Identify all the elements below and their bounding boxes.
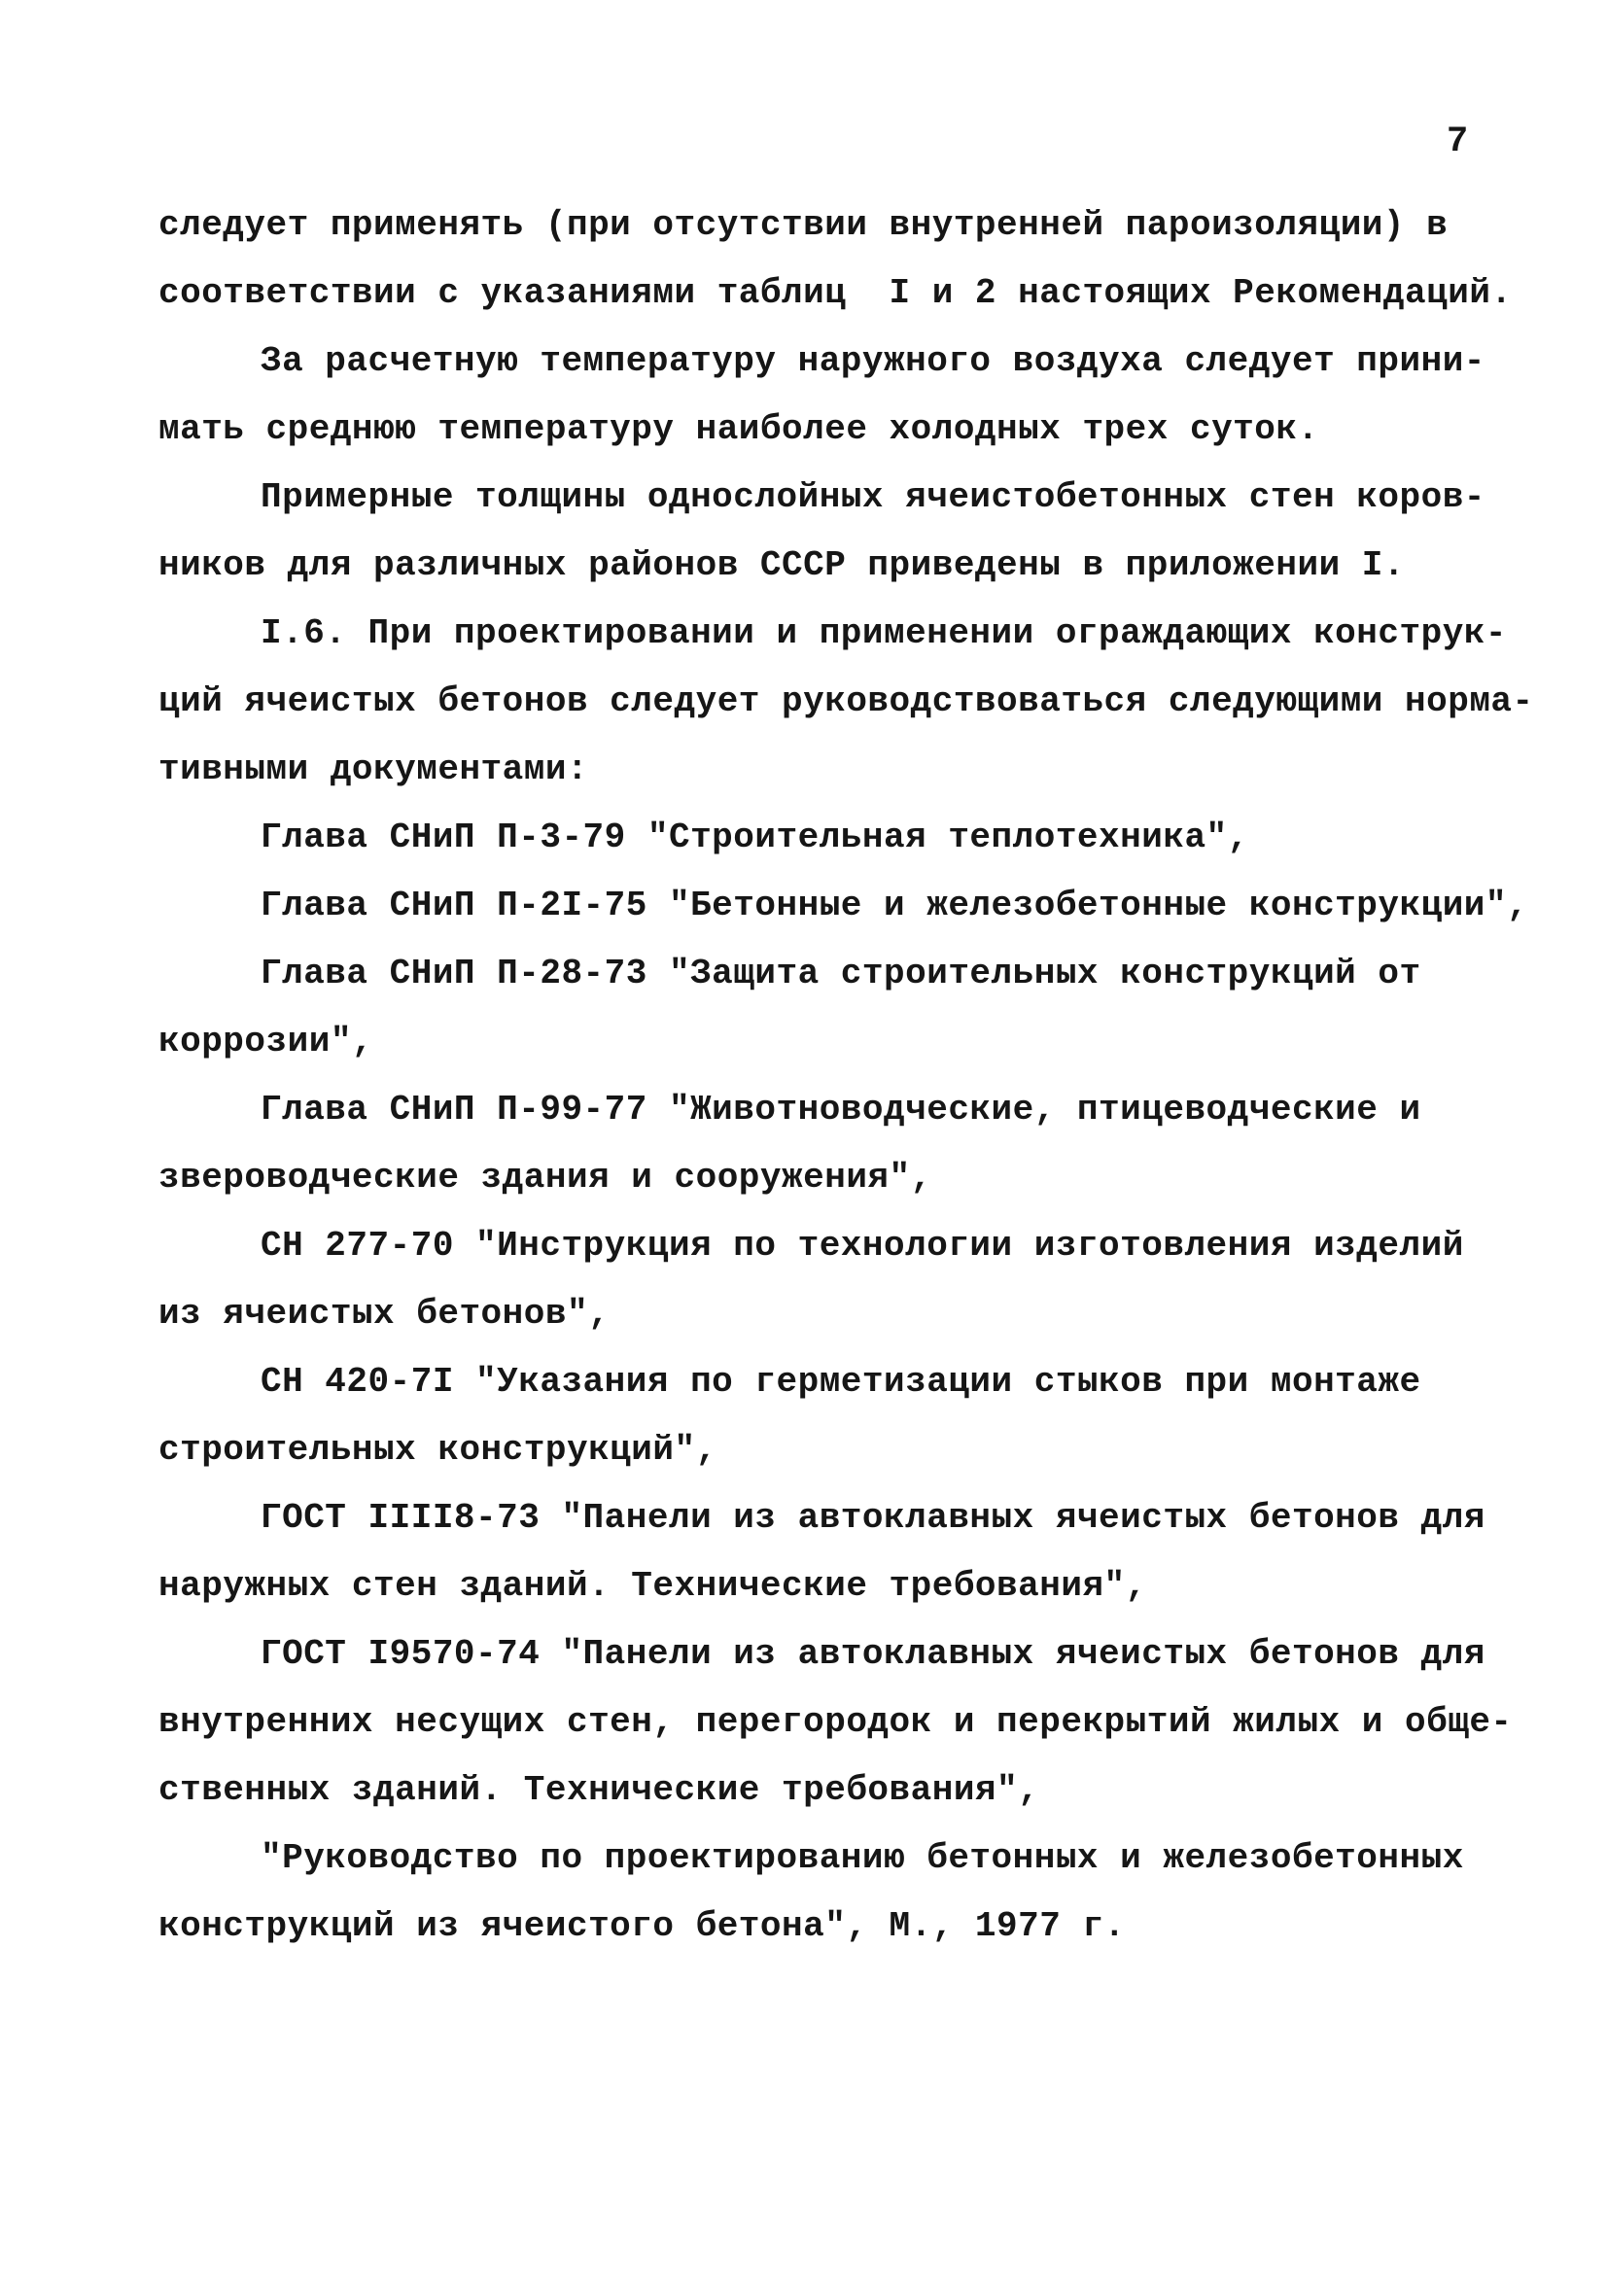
text-line: ГОСТ I9570-74 "Панели из автоклавных ячеистых бетонов для [261,1634,1485,1674]
text-line: Глава СНиП П-2I-75 "Бетонные и железобетонные конструкции", [261,886,1529,925]
document-body [158,191,1534,1961]
text-line: Глава СНиП П-28-73 "Защита строительных конструкций от [261,954,1421,993]
text-line: соответствии с указаниями таблиц I и 2 настоящих Рекомендаций. [158,273,1513,313]
text-line: наружных стен зданий. Технические требования", [158,1566,1147,1606]
text-line: "Руководство по проектированию бетонных и железобетонных [261,1838,1464,1878]
text-line: СН 420-7I "Указания по герметизации стыков при монтаже [261,1362,1421,1402]
text-line: ников для различных районов СССР приведены в приложении I. [158,545,1406,585]
text-line: конструкций из ячеистого бетона", М., 1977 г. [158,1906,1126,1946]
text-line: внутренних несущих стен, перегородок и перекрытий жилых и обще- [158,1702,1513,1742]
text-line: коррозии", [158,1022,374,1061]
text-line: ственных зданий. Технические требования", [158,1770,1040,1810]
text-line: Примерные толщины однослойных ячеистобетонных стен коров- [261,477,1485,517]
text-line: СН 277-70 "Инструкция по технологии изготовления изделий [261,1226,1464,1266]
text-line: ций ячеистых бетонов следует руководствоваться следующими норма- [158,681,1534,721]
text-line: За расчетную температуру наружного воздуха следует прини- [261,341,1485,381]
text-line: ГОСТ IIII8-73 "Панели из автоклавных ячеистых бетонов для [261,1498,1485,1538]
text-line: I.6. При проектировании и применении ограждающих конструк- [261,613,1508,653]
text-line: следует применять (при отсутствии внутренней пароизоляции) в [158,205,1449,245]
text-line: мать среднюю температуру наиболее холодных трех суток. [158,409,1319,449]
text-line: Глава СНиП П-99-77 "Животноводческие, птицеводческие и [261,1090,1421,1130]
page-number: 7 [1447,122,1469,162]
text-line: тивными документами: [158,749,589,789]
text-line: из ячеистых бетонов", [158,1294,611,1334]
text-line: звероводческие здания и сооружения", [158,1158,932,1198]
text-line: строительных конструкций", [158,1430,717,1470]
text-line: Глава СНиП П-3-79 "Строительная теплотехника", [261,818,1249,857]
